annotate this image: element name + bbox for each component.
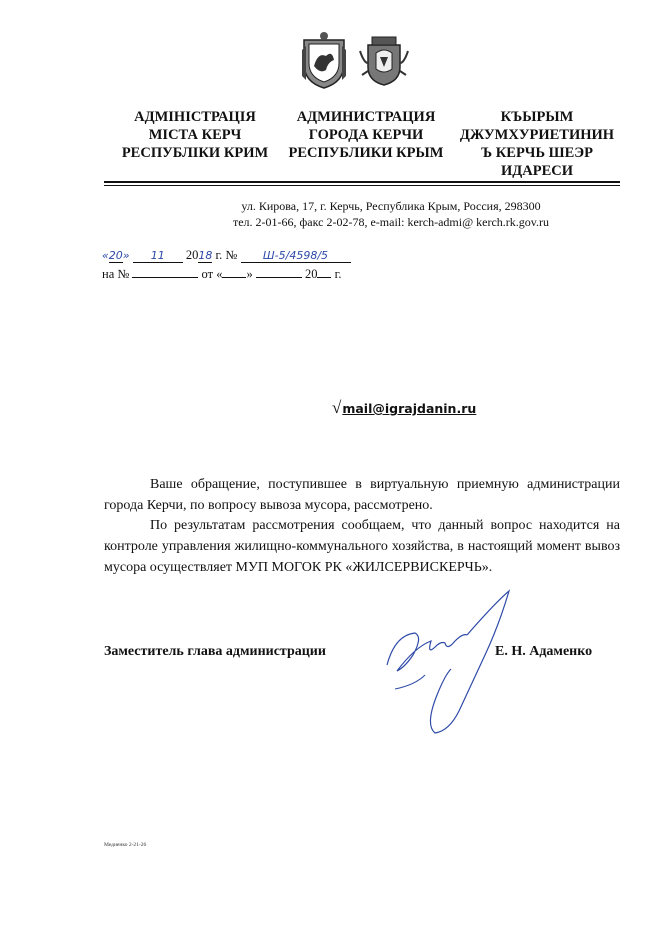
- postal-address: ул. Кирова, 17, г. Керчь, Республика Крым, Россия, 298300: [241, 199, 541, 213]
- year-number-label: г. №: [215, 248, 238, 262]
- header-russian: [283, 108, 449, 162]
- reference-year-label: г.: [334, 267, 342, 281]
- header-ukrainian-line: АДМІНІСТРАЦІЯ: [134, 109, 256, 125]
- recipient: [332, 398, 476, 418]
- header-ukrainian-line: МІСТА КЕРЧ: [148, 127, 242, 143]
- header-ukrainian: [112, 108, 278, 162]
- header-crimean-tatar-line: ДЖУМХУРИЕТИНИН: [459, 127, 615, 143]
- reference-day-blank: [222, 277, 246, 278]
- header-russian-line: АДМИНИСТРАЦИЯ: [296, 109, 436, 125]
- reference-year-blank: [317, 277, 331, 278]
- reference-month-blank: [256, 277, 302, 278]
- header-divider-thick: [104, 181, 620, 183]
- header-crimean-tatar-line: Ъ КЕРЧЬ ШЕЭР: [481, 145, 593, 161]
- header-russian-line: РЕСПУБЛИКИ КРЫМ: [288, 145, 444, 161]
- kerch-coat-of-arms-icon: [358, 33, 410, 87]
- signatory-position: Заместитель глава администрации: [104, 644, 326, 659]
- signatory-name: Е. Н. Адаменко: [495, 644, 593, 659]
- date-close-quote: »: [122, 249, 130, 262]
- date-open-quote: «: [102, 249, 109, 262]
- header-divider-thin: [104, 185, 620, 186]
- crimea-coat-of-arms-icon: [300, 30, 348, 90]
- executor-note: Медиенко 2-21-26: [104, 842, 147, 848]
- reference-number-blank: [132, 277, 198, 278]
- body-paragraph: Ваше обращение, поступившее в виртуальную приемную администрации города Керчи, по вопросу вывоза мусора, рассмотрено.: [104, 477, 620, 513]
- registration-line: [102, 248, 351, 263]
- reference-year-prefix: 20: [304, 267, 318, 281]
- registration-number: Ш-5/4598/5: [241, 249, 351, 263]
- reference-line: [102, 267, 341, 282]
- reference-from: от «: [201, 267, 223, 281]
- contact-line: тел. 2-01-66, факс 2-02-78, e-mail: kerch-admi@ kerch.rk.gov.ru: [232, 215, 550, 229]
- reference-prefix: на №: [102, 267, 130, 281]
- header-russian-line: ГОРОДА КЕРЧИ: [308, 127, 424, 143]
- header-ukrainian-line: РЕСПУБЛІКИ КРИМ: [121, 145, 269, 161]
- body-paragraph: По результатам рассмотрения сообщаем, что данный вопрос находится на контроле управления жилищно-коммунального хозяйства, в настоящий момент вывоз мусора осуществляет МУП МОГОК РК «ЖИЛСЕРВИСКЕРЧЬ».: [104, 518, 620, 575]
- registration-day: 20: [108, 249, 123, 262]
- header-crimean-tatar: [452, 108, 622, 180]
- header-crimean-tatar-line: КЪЫРЫМ: [500, 109, 574, 125]
- header-crimean-tatar-line: ИДАРЕСИ: [500, 163, 573, 179]
- year-prefix: 20: [185, 248, 199, 262]
- handwritten-signature-icon: [375, 585, 515, 735]
- reference-close-quote: »: [246, 267, 253, 281]
- registration-month: 11: [133, 249, 183, 263]
- checkmark-icon: √: [332, 398, 342, 417]
- recipient-email[interactable]: mail@igrajdanin.ru: [342, 401, 477, 416]
- registration-year: 18: [198, 249, 213, 262]
